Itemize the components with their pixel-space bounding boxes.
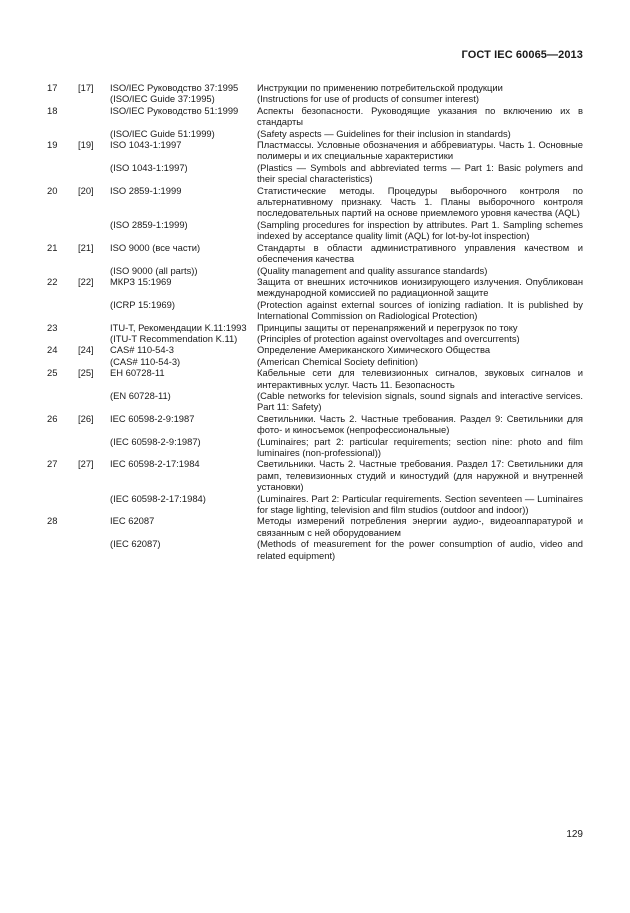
reference-row [47,493,583,516]
reference-document: (ICRP 15:1969) [110,298,175,310]
reference-number: 20 [47,184,58,196]
reference-title: Стандарты в области административного управления качеством и обеспечения качества [257,241,583,265]
reference-bracket [78,390,110,413]
reference-number: 27 [47,458,58,470]
reference-row [47,367,583,390]
reference-number: 18 [47,104,58,116]
reference-document: МКРЗ 15:1969 [110,275,172,287]
reference-bracket [78,515,110,538]
reference-document: ISO 2859-1:1999 [110,184,182,196]
reference-bracket: [24] [78,344,94,356]
reference-title: (Plastics — Symbols and abbreviated terms — Part 1: Basic polymers and their special characteristics) [257,161,583,185]
reference-row [47,436,583,459]
reference-number [47,162,78,185]
reference-document: (ISO 2859-1:1999) [110,218,188,230]
reference-title: (Instructions for use of products of consumer interest) [257,93,479,105]
reference-number: 28 [47,515,58,527]
reference-title: (Safety aspects — Guidelines for their inclusion in standards) [257,127,511,139]
reference-bracket: [25] [78,367,94,379]
reference-row [47,515,583,538]
reference-row [47,128,583,139]
reference-row [47,93,583,104]
reference-number [47,128,78,139]
reference-bracket [78,322,110,333]
reference-bracket: [20] [78,184,94,196]
reference-row [47,162,583,185]
reference-number [47,538,78,561]
reference-document: IEC 60598-2-17:1984 [110,458,200,470]
reference-number: 26 [47,412,58,424]
reference-document: (ITU-T Recommendation K.11) [110,332,238,344]
reference-number: 23 [47,321,58,333]
reference-row [47,333,583,344]
reference-number [47,265,78,276]
reference-row [47,276,583,299]
page-number: 129 [566,829,583,840]
reference-title: Светильники. Часть 2. Частные требования. Раздел 9: Светильники для фото- и киносъемок (непрофессиональные) [257,412,583,436]
reference-document: (CAS# 110-54-3) [110,355,181,367]
reference-bracket [78,538,110,561]
reference-title: (Cable networks for television signals, sound signals and interactive services. Part 11: Safety) [257,389,583,413]
document-header: ГОСТ IEC 60065—2013 [461,49,583,61]
reference-bracket [78,333,110,344]
reference-title: (Luminaires. Part 2: Particular requirements. Section seventeen — Luminaires for stage lighting, television and film studios (outdoor and indoor)) [257,492,583,516]
reference-bracket: [26] [78,412,94,424]
reference-number: 21 [47,241,58,253]
reference-number [47,93,78,104]
reference-number: 24 [47,344,58,356]
reference-document: (ISO/IEC Guide 51:1999) [110,127,215,139]
reference-document: ISO 1043-1:1997 [110,139,182,151]
reference-title: Защита от внешних источников ионизирующего излучения. Опубликован международной комиссией по радиационной защите [257,275,583,299]
reference-number: 22 [47,275,58,287]
reference-document: (IEC 60598-2-17:1984) [110,492,206,504]
reference-bracket: [27] [78,458,94,470]
reference-row [47,219,583,242]
reference-document: IEC 60598-2-9:1987 [110,412,195,424]
reference-title: (Sampling procedures for inspection by attributes. Part 1. Sampling schemes indexed by acceptance quality limit (AQL) for lot-by-lot inspection) [257,218,583,242]
reference-title: (Principles of protection against overvoltages and overcurrents) [257,332,520,344]
reference-row [47,390,583,413]
reference-document: (IEC 60598-2-9:1987) [110,435,201,447]
reference-number [47,219,78,242]
reference-title: Определение Американского Химического Общества [257,344,491,356]
reference-title: (Protection against external sources of ionizing radiation. It is published by International Commission on Radiological Protection) [257,298,583,322]
reference-document: (ISO 9000 (all parts)) [110,264,198,276]
reference-title: Инструкции по применению потребительской продукции [257,82,503,93]
bibliography-table [47,82,583,561]
reference-row [47,322,583,333]
reference-number [47,493,78,516]
reference-number: 17 [47,82,58,93]
reference-row [47,299,583,322]
reference-number [47,356,78,367]
reference-bracket: [21] [78,241,94,253]
reference-bracket [78,493,110,516]
reference-bracket: [22] [78,275,94,287]
reference-document: CAS# 110-54-3 [110,344,174,356]
reference-title: (Luminaires; part 2: particular requirements; section nine: photo and film luminaires (non-professional)) [257,435,583,458]
reference-number: 25 [47,367,58,379]
reference-row [47,265,583,276]
reference-document: (EN 60728-11) [110,389,171,401]
reference-document: EH 60728-11 [110,367,165,379]
reference-title: (American Chemical Society definition) [257,355,419,367]
reference-document: ISO/IEC Руководство 37:1995 [110,82,239,93]
reference-bracket [78,93,110,104]
reference-title: Светильники. Часть 2. Частные требования. Раздел 17: Светильники для рамп, телевизионных студий и киностудий (для наружной и внутренней установки) [257,458,583,493]
reference-document: IEC 62087 [110,515,155,527]
reference-bracket [78,436,110,459]
reference-document: (IEC 62087) [110,538,161,550]
reference-number: 19 [47,139,58,151]
reference-bracket [78,162,110,185]
reference-bracket [78,128,110,139]
reference-bracket: [17] [78,82,94,93]
reference-row [47,242,583,265]
reference-bracket: [19] [78,139,94,151]
reference-title: Методы измерений потребления энергии аудио-, видеоаппаратурой и связанным с ней оборудованием [257,515,583,538]
reference-row [47,344,583,355]
reference-row [47,139,583,162]
reference-bracket [78,105,110,128]
reference-title: (Quality management and quality assurance standards) [257,264,488,276]
reference-document: ITU-T, Рекомендации K.11:1993 [110,321,247,333]
reference-bracket [78,265,110,276]
reference-bracket [78,219,110,242]
reference-number [47,436,78,459]
reference-row [47,538,583,561]
reference-title: Кабельные сети для телевизионных сигналов, звуковых сигналов и интерактивных услуг. Часть 11. Безопасность [257,367,583,390]
reference-row [47,105,583,128]
reference-row [47,185,583,219]
reference-row [47,356,583,367]
reference-title: Принципы защиты от перенапряжений и перегрузок по току [257,321,518,333]
reference-row [47,82,583,93]
reference-title: Статистические методы. Процедуры выборочного контроля по альтернативному признаку. Часть 1. Планы выборочного контроля последовательных партий на основе приемлемого уровня качества (AQL) [257,184,583,219]
reference-number [47,390,78,413]
reference-bracket [78,356,110,367]
reference-document: (ISO 1043-1:1997) [110,161,188,173]
reference-number [47,333,78,344]
reference-bracket [78,299,110,322]
reference-title: (Methods of measurement for the power consumption of audio, video and related equipment) [257,538,583,561]
reference-document: ISO 9000 (все части) [110,241,201,253]
reference-title: Пластмассы. Условные обозначения и аббревиатуры. Часть 1. Основные полимеры и их специальные характеристики [257,139,583,162]
reference-document: ISO/IEC Руководство 51:1999 [110,104,239,116]
reference-row [47,458,583,492]
reference-row [47,413,583,436]
reference-title: Аспекты безопасности. Руководящие указания по включению их в стандарты [257,104,583,128]
reference-document: (ISO/IEC Guide 37:1995) [110,93,215,105]
reference-number [47,299,78,322]
